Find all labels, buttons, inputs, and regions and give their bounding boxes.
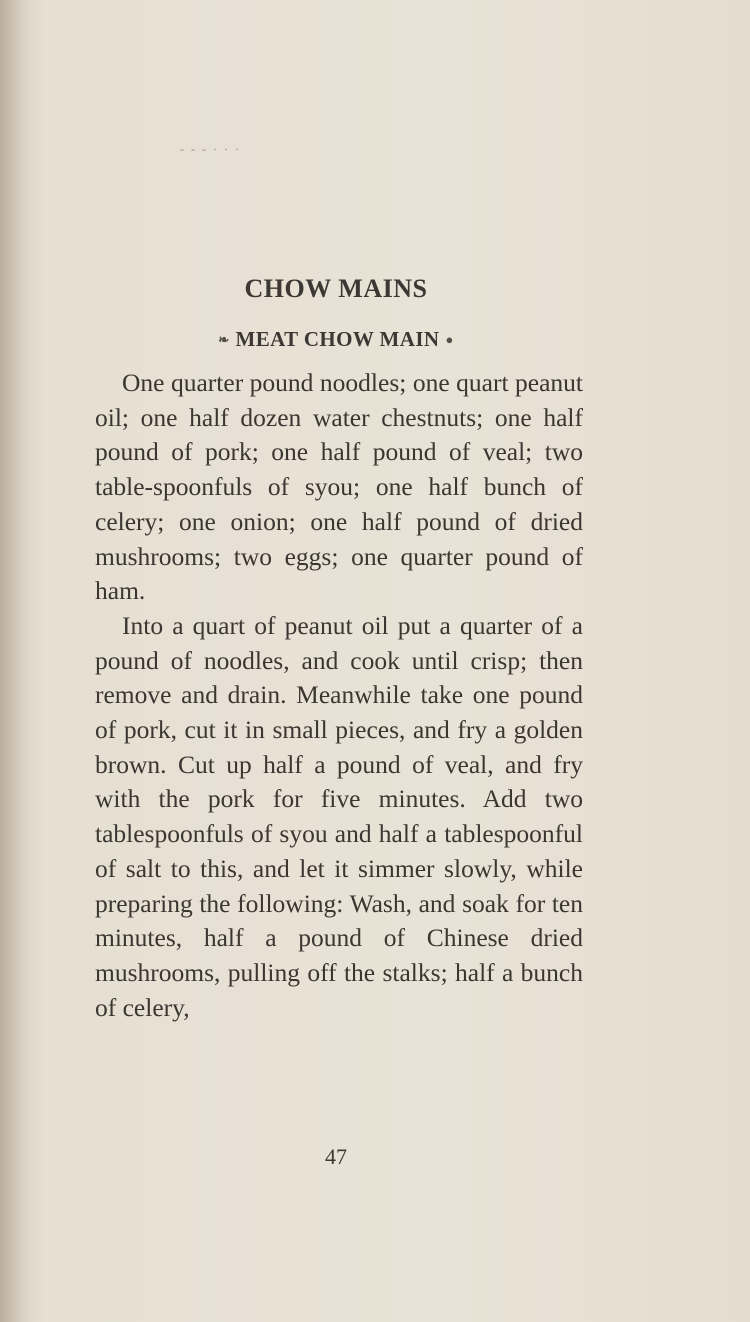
recipe-title-line — [0, 327, 672, 352]
recipe-body — [95, 366, 583, 1025]
instructions-paragraph: Into a quart of peanut oil put a quarter of a pound of noodles, and cook until crisp; then remove and drain. Meanwhile take one pound of pork, cut it in small pieces, and fry a golden brown. Cut up half a pound of veal, and fry with the pork for five minutes. Add two tablespoonfuls of syou and half a tablespoonful of salt to this, and let it simmer slowly, while preparing the following: Wash, and soak for ten minutes, half a pound of Chinese dried mushrooms, pulling off the stalks; half a bunch of celery, — [95, 610, 583, 1022]
left-ornament-icon: ❧ — [218, 332, 230, 347]
chapter-title: CHOW MAINS — [244, 274, 428, 303]
ingredients-paragraph: One quarter pound noodles; one quart peanut oil; one half dozen water chestnuts; one half pound of pork; one half pound of veal; two table-spoonfuls of syou; one half bunch of celery; one onion; one half pound of dried mushrooms; two eggs; one quarter pound of ham. — [95, 368, 583, 606]
page-number: 47 — [325, 1144, 347, 1169]
binding-shadow — [0, 0, 30, 1322]
paper-speck: - - - · · · — [180, 142, 241, 156]
right-ornament-icon: ● — [445, 332, 454, 347]
recipe-title: MEAT CHOW MAIN — [235, 327, 440, 351]
